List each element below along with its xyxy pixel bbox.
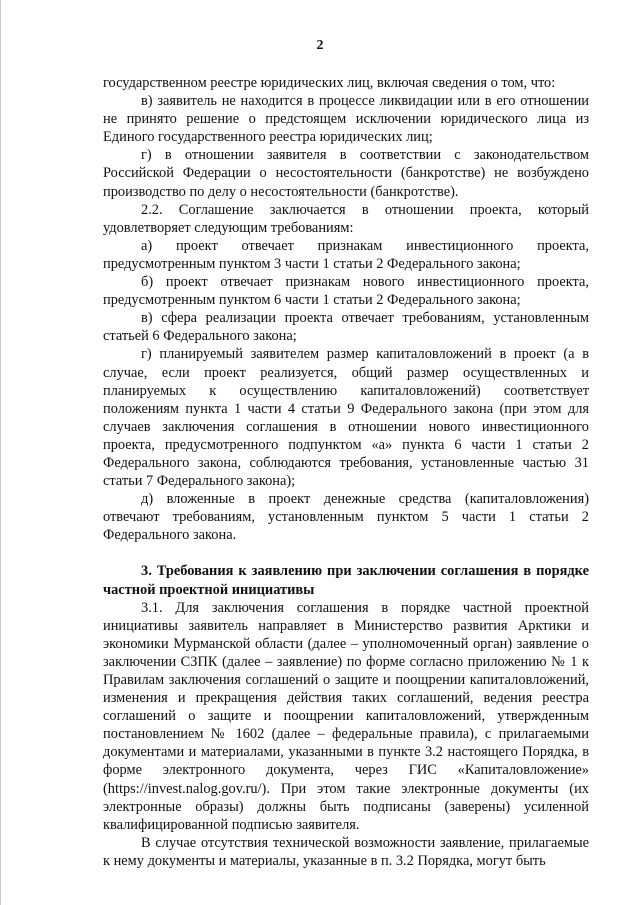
- page-number: 2: [316, 38, 324, 53]
- section-heading-3: 3. Требования к заявлению при заключении соглашения в порядке частной проектной инициативы: [103, 563, 589, 598]
- scan-edge: [0, 0, 5, 905]
- paragraph-requirement-d: д) вложенные в проект денежные средства (капиталовложения) отвечают требованиям, установленным пунктом 5 части 1 статьи 2 Федерального закона.: [103, 491, 589, 544]
- paragraph-item-g: г) в отношении заявителя в соответствии с законодательством Российской Федерации о несостоятельности (банкротстве) не возбуждено производство по делу о несостоятельности (банкротстве).: [103, 147, 589, 200]
- paragraph-requirement-v: в) сфера реализации проекта отвечает требованиям, установленным статьей 6 Федерального закона;: [103, 310, 589, 345]
- paragraph-requirement-g: г) планируемый заявителем размер капиталовложений в проект (а в случае, если проект реализуется, общий размер осуществленных и планируемых к осуществлению капиталовложений) соответствует положениям пункта 1 части 4 статьи 9 Федерального закона (при этом для случаев заключения соглашения в отношении нового инвестиционного проекта, предусмотренного подпунктом «а» пункта 6 части 1 статьи 2 Федерального закона, соблюдаются требования, установленные частью 31 статьи 7 Федерального закона);: [103, 346, 589, 490]
- document-body: [103, 74, 589, 870]
- paragraph-2-2: 2.2. Соглашение заключается в отношении проекта, который удовлетворяет следующим требованиям:: [103, 201, 589, 236]
- paragraph-item-v: в) заявитель не находится в процессе ликвидации или в его отношении не принято решение о предстоящем исключении юридического лица из Единого государственного реестра юридических лиц;: [103, 93, 589, 146]
- paragraph-requirement-a: а) проект отвечает признакам инвестиционного проекта, предусмотренным пунктом 3 части 1 статьи 2 Федерального закона;: [103, 237, 589, 272]
- paragraph-3-1: 3.1. Для заключения соглашения в порядке частной проектной инициативы заявитель направляет в Министерство развития Арктики и экономики Мурманской области (далее – уполномоченный орган) заявление о заключении СЗПК (далее – заявление) по форме согласно приложению № 1 к Правилам заключения соглашений о защите и поощрении капиталовложений, изменения и прекращения действия таких соглашений, ведения реестра соглашений о защите и поощрении капиталовложений, утвержденным постановлением № 1602 (далее – федеральные правила), с прилагаемыми документами и материалами, указанными в пункте 3.2 настоящего Порядка, в форме электронного документа, через ГИС «Капиталовложение» (https://invest.nalog.gov.ru/). При этом такие электронные документы (их электронные образы) должны быть подписаны (заверены) усиленной квалифицированной подписью заявителя.: [103, 599, 589, 833]
- paragraph-no-technical-possibility: В случае отсутствия технической возможности заявление, прилагаемые к нему документы и материалы, указанные в п. 3.2 Порядка, могут быть: [103, 834, 589, 869]
- section-spacer: [103, 544, 589, 562]
- paragraph-continuation: государственном реестре юридических лиц, включая сведения о том, что:: [103, 75, 556, 91]
- paragraph-requirement-b: б) проект отвечает признакам нового инвестиционного проекта, предусмотренным пунктом 6 части 1 статьи 2 Федерального закона;: [103, 274, 589, 309]
